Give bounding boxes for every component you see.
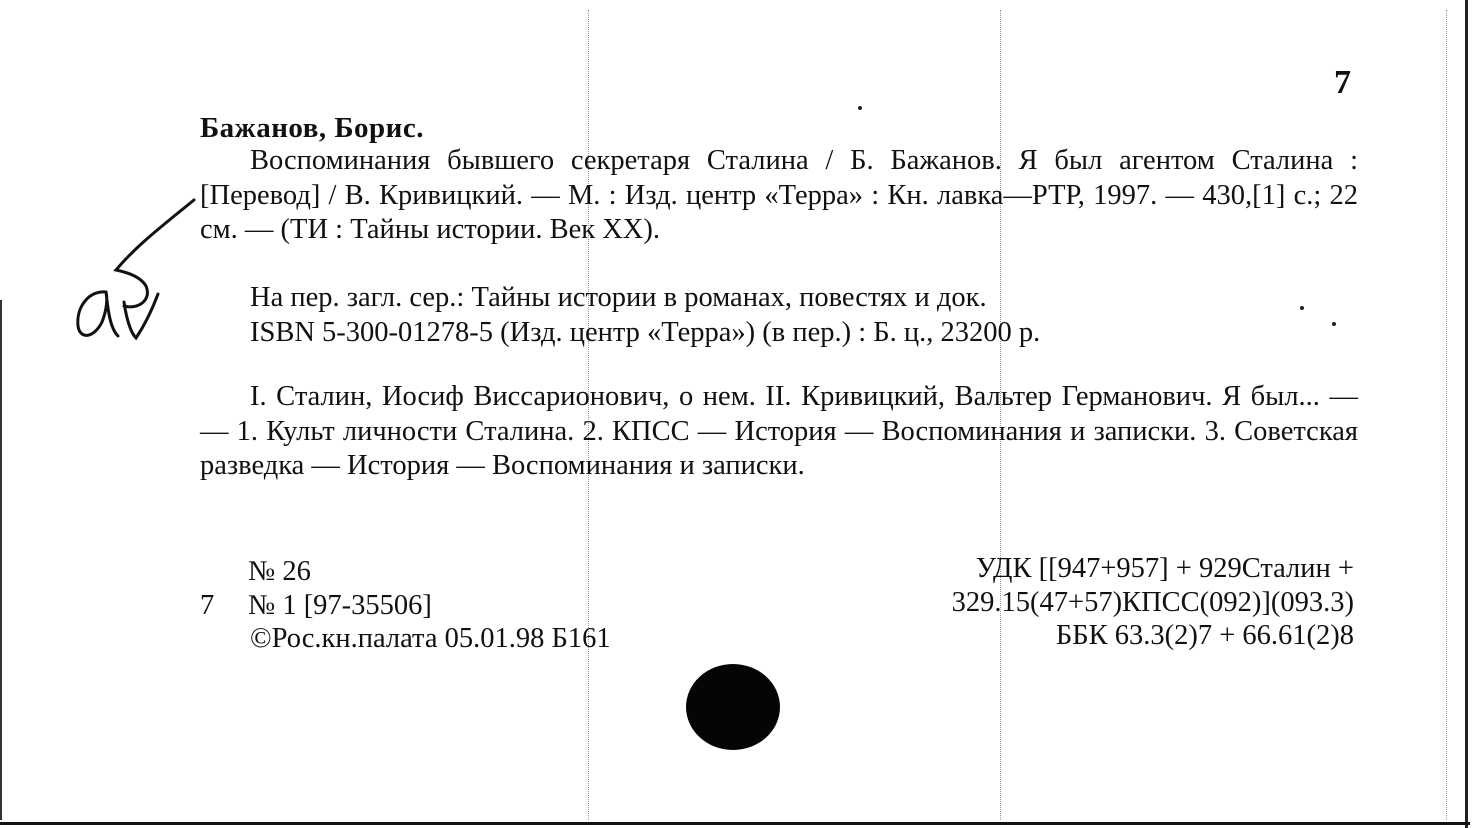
ink-speck (1300, 306, 1304, 310)
card-number-prefix: 7 (200, 590, 215, 621)
author-heading: Бажанов, Борис. (200, 112, 424, 144)
card-edge (0, 300, 2, 820)
udk-classification-continued: 329.15(47+57)КПСС(092)](093.3) (951, 587, 1354, 618)
fold-line (1446, 10, 1447, 820)
subject-headings: I. Сталин, Иосиф Виссарионович, о нем. II. Кривицкий, Вальтер Германович. Я был... — — 1. Культ личности Сталина. 2. КПСС — История — Воспоминания и записки. 3. Советская разведка — История — Воспоминания и записки. (200, 381, 1358, 481)
copyright-line: ©Рос.кн.палата 05.01.98 Б161 (250, 623, 611, 654)
udk-classification: УДК [[947+957] + 929Сталин + (975, 553, 1354, 584)
series-note: На пер. загл. сер.: Тайны истории в романах, повестях и док. (250, 282, 987, 313)
page-number: 7 (1334, 64, 1351, 101)
ink-speck (858, 106, 862, 110)
card-edge (1465, 0, 1468, 828)
handwritten-mark (66, 186, 216, 356)
bibliographic-description: Воспоминания бывшего секретаря Сталина / Б. Бажанов. Я был агентом Сталина : [Перевод] / В. Кривицкий. — М. : Изд. центр «Терра» : Кн. лавка—РТР, 1997. — 430,[1] с.; 22 см. — (ТИ : Тайны истории. Век XX). (200, 145, 1358, 245)
bbk-classification: ББК 63.3(2)7 + 66.61(2)8 (1055, 620, 1354, 651)
card-edge (0, 822, 1470, 825)
isbn-note: ISBN 5-300-01278-5 (Изд. центр «Терра») (в пер.) : Б. ц., 23200 р. (250, 317, 1041, 348)
card-number: № 26 (248, 556, 311, 587)
registration-number: № 1 [97-35506] (248, 590, 432, 621)
ink-speck (1332, 322, 1336, 326)
punch-hole (686, 664, 780, 750)
